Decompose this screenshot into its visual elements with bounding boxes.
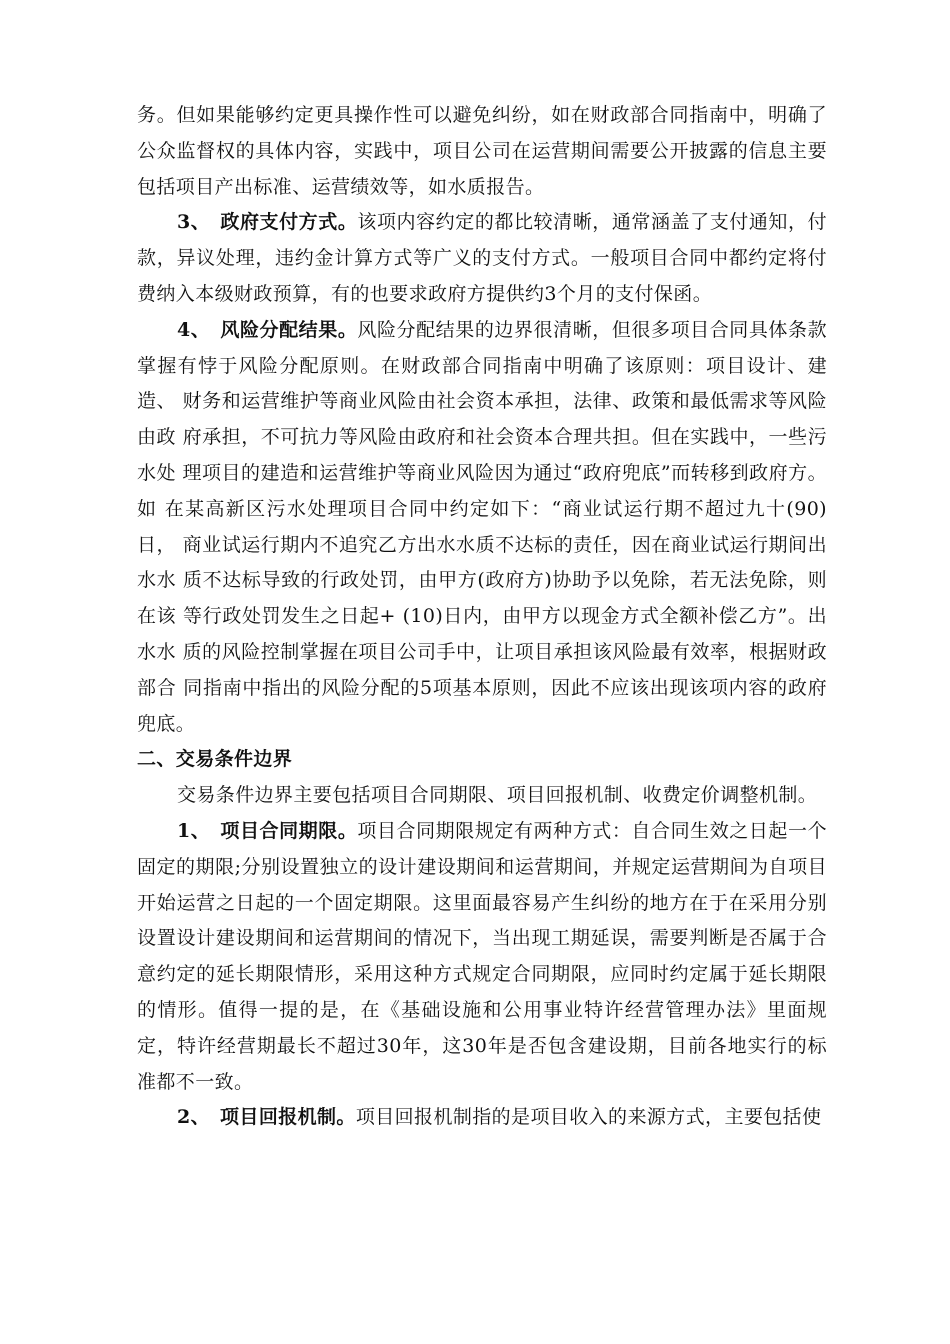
item-title: 政府支付方式。: [220, 211, 358, 234]
item-body: 项目合同期限规定有两种方式：自合同生效之日起一个固定的期限;分别设置独立的设计建设期间和运营期间，并规定运营期间为自项目开始运营之日起的一个固定期限。这里面最容易产生纠纷的地方在于在采用分别设置设计建设期间和运营期间的情况下，当出现工期延误，需要判断是否属于合意约定的延长期限情形，采用这种方式规定合同期限，应同时约定属于延长期限的情形。值得一提的是，在《基础设施和公用事业特许经营管理办法》里面规定，特许经营期最长不超过30年，这30年是否包含建设期，目前各地实行的标准都不一致。: [137, 819, 827, 1093]
section-heading-transaction-boundary: 二、交易条件边界: [137, 748, 293, 771]
item-title: 项目回报机制。: [220, 1106, 356, 1129]
item-title: 风险分配结果。: [220, 318, 358, 341]
item-body: 该项内容约定的都比较清晰，通常涵盖了支付通知，付款，异议处理，违约金计算方式等广义的支付方式。一般项目合同中都约定将付费纳入本级财政预算，有的也要求政府方提供约3个月的支付保函。: [137, 211, 827, 305]
paragraph-return-mechanism: [137, 1100, 827, 1136]
item-number: 3、: [177, 211, 211, 234]
item-body: 项目回报机制指的是项目收入的来源方式，主要包括使: [355, 1106, 822, 1129]
item-body: 风险分配结果的边界很清晰，但很多项目合同具体条款掌握有悖于风险分配原则。在财政部合同指南中明确了该原则：项目设计、建造、 财务和运营维护等商业风险由社会资本承担，法律、政策和最低需求等风险由政 府承担，不可抗力等风险由政府和社会资本合理共担。但在实践中，一些污水处 理项目的建造和运营维护等商业风险因为通过“政府兜底”而转移到政府方。如 在某高新区污水处理项目合同中约定如下：“商业试运行期不超过九十(90)日， 商业试运行期内不追究乙方出水水质不达标的责任，因在商业试运行期间出水水 质不达标导致的行政处罚，由甲方(政府方)协助予以免除，若无法免除，则在该 等行政处罚发生之日起+ (10)日内，由甲方以现金方式全额补偿乙方”。出水水 质的风险控制掌握在项目公司手中，让项目承担该风险最有效率，根据财政部合 同指南中指出的风险分配的5项基本原则，因此不应该出现该项内容的政府兜底。: [137, 318, 827, 735]
document-page: [137, 98, 827, 1136]
item-number: 2、: [177, 1106, 211, 1129]
paragraph-government-payment: [137, 205, 827, 312]
paragraph-public-supervision: 务。但如果能够约定更具操作性可以避免纠纷，如在财政部合同指南中，明确了公众监督权的具体内容，实践中，项目公司在运营期间需要公开披露的信息主要包括项目产出标准、运营绩效等，如水质报告。: [137, 104, 827, 198]
item-title: 项目合同期限。: [220, 819, 358, 842]
item-number: 4、: [177, 318, 211, 341]
item-number: 1、: [177, 819, 211, 842]
paragraph-transaction-intro: 交易条件边界主要包括项目合同期限、项目回报机制、收费定价调整机制。: [177, 784, 818, 807]
paragraph-risk-allocation: [137, 313, 827, 743]
paragraph-contract-term: [137, 814, 827, 1100]
